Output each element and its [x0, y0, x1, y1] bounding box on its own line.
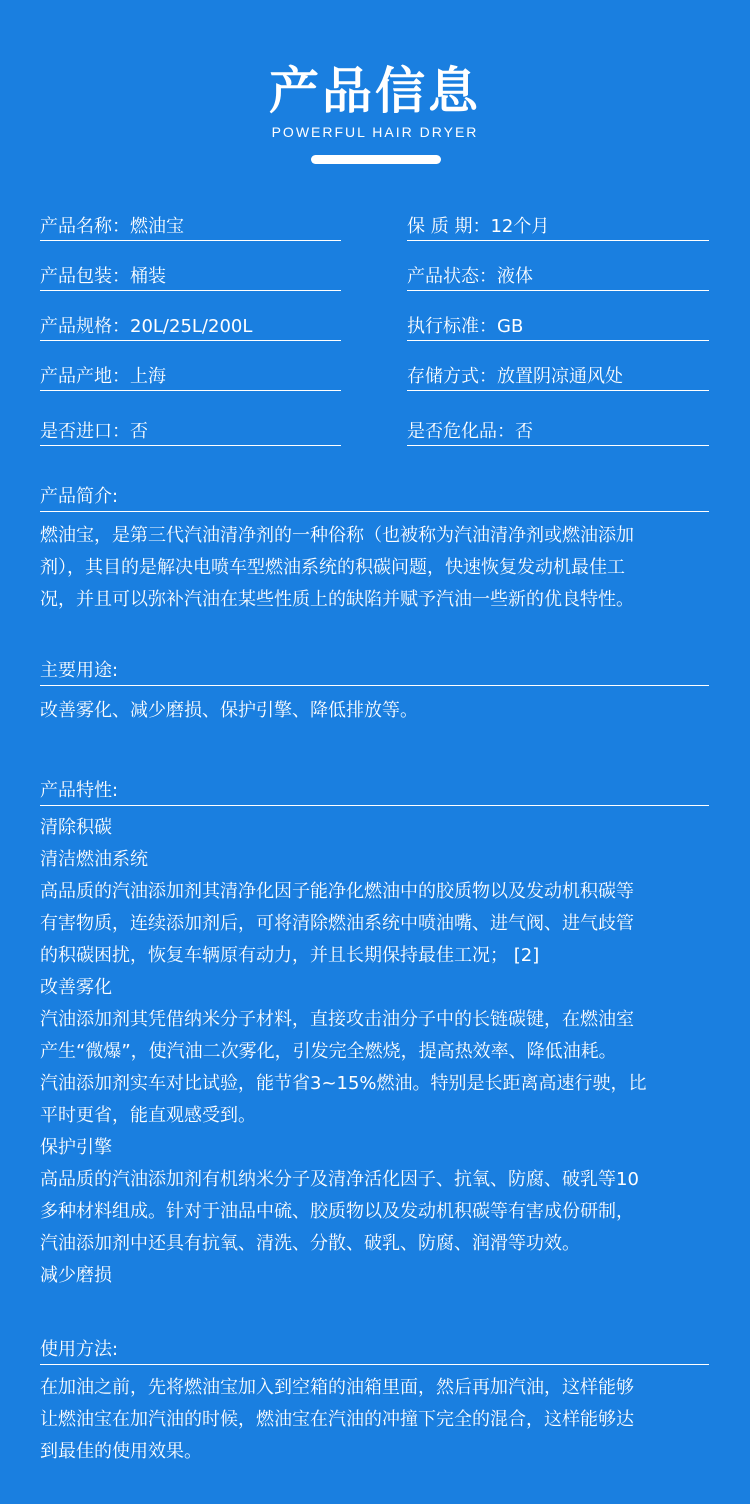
- feature-subheading: 减少磨损: [40, 1265, 112, 1286]
- section-method-body: [40, 1372, 720, 1468]
- spec-hazardous: 是否危化品：否: [407, 419, 709, 446]
- page-title: 产品信息: [269, 62, 481, 120]
- feature-subheading: 改善雾化: [40, 977, 112, 998]
- feature-line: 汽油添加剂实车对比试验，能节省3~15%燃油。特别是长距离高速行驶，比: [40, 1073, 647, 1094]
- spec-storage: 存储方式：放置阴凉通风处: [407, 364, 709, 391]
- method-line: 让燃油宝在加汽油的时候，燃油宝在汽油的冲撞下完全的混合，这样能够达: [40, 1409, 634, 1430]
- usage-line: 改善雾化、减少磨损、保护引擎、降低排放等。: [40, 700, 418, 721]
- intro-line: 况，并且可以弥补汽油在某些性质上的缺陷并赋予汽油一些新的优良特性。: [40, 589, 634, 610]
- feature-line: 汽油添加剂中还具有抗氧、清洗、分散、破乳、防腐、润滑等功效。: [40, 1233, 580, 1254]
- spec-standard: 执行标准：GB: [407, 314, 709, 341]
- section-features-heading: 产品特性:: [40, 777, 709, 806]
- spec-imported: 是否进口：否: [40, 419, 341, 446]
- section-usage-body: [40, 695, 720, 727]
- feature-subheading: 清洁燃油系统: [40, 849, 148, 870]
- spec-size: 产品规格：20L/25L/200L: [40, 314, 341, 341]
- section-intro-heading: 产品简介:: [40, 483, 709, 512]
- spec-origin: 产品产地：上海: [40, 364, 341, 391]
- feature-subheading: 清除积碳: [40, 817, 112, 838]
- feature-line: 高品质的汽油添加剂有机纳米分子及清净活化因子、抗氧、防腐、破乳等10: [40, 1169, 639, 1190]
- feature-line: 平时更省，能直观感受到。: [40, 1105, 256, 1126]
- method-line: 在加油之前，先将燃油宝加入到空箱的油箱里面，然后再加汽油，这样能够: [40, 1377, 634, 1398]
- page-subtitle: POWERFUL HAIR DRYER: [271, 124, 479, 140]
- feature-line: 的积碳困扰，恢复车辆原有动力，并且长期保持最佳工况； [2]: [40, 945, 540, 966]
- spec-packaging: 产品包装：桶装: [40, 264, 341, 291]
- feature-subheading: 保护引擎: [40, 1137, 112, 1158]
- feature-line: 有害物质，连续添加剂后，可将清除燃油系统中喷油嘴、进气阀、进气歧管: [40, 913, 634, 934]
- section-features-body: [40, 812, 720, 1292]
- spec-product-name: 产品名称：燃油宝: [40, 214, 341, 241]
- feature-line: 多种材料组成。针对于油品中硫、胶质物以及发动机积碳等有害成份研制，: [40, 1201, 634, 1222]
- feature-line: 高品质的汽油添加剂其清净化因子能净化燃油中的胶质物以及发动机积碳等: [40, 881, 634, 902]
- feature-line: 产生“微爆”，使汽油二次雾化，引发完全燃烧，提高热效率、降低油耗。: [40, 1041, 617, 1062]
- section-usage-heading: 主要用途:: [40, 657, 709, 686]
- intro-line: 燃油宝，是第三代汽油清净剂的一种俗称（也被称为汽油清净剂或燃油添加: [40, 525, 634, 546]
- section-intro-body: [40, 520, 720, 616]
- feature-line: 汽油添加剂其凭借纳米分子材料，直接攻击油分子中的长链碳键，在燃油室: [40, 1009, 634, 1030]
- method-line: 到最佳的使用效果。: [40, 1441, 202, 1462]
- title-underline-bar: [311, 155, 441, 164]
- spec-state: 产品状态：液体: [407, 264, 709, 291]
- section-method-heading: 使用方法:: [40, 1336, 709, 1365]
- spec-shelf-life: 保 质 期：12个月: [407, 214, 709, 241]
- intro-line: 剂），其目的是解决电喷车型燃油系统的积碳问题，快速恢复发动机最佳工: [40, 557, 625, 578]
